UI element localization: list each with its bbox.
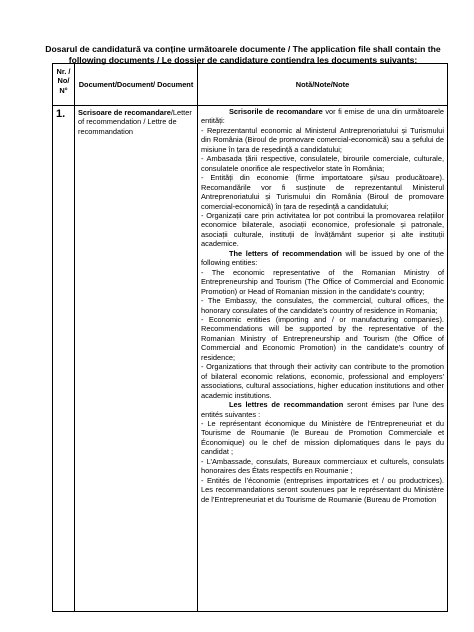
col-nr-header: Nr. / No/ N° (53, 64, 75, 106)
ro-intro-text: vor fi emise de una din următoarele entități: (201, 107, 445, 126)
document-bold: Scrisoare de recomandare (78, 108, 171, 117)
ro-intro (201, 107, 444, 126)
col-document-header: Document/Document/ Document (75, 64, 198, 106)
en-title: The letters of recommendation (229, 248, 342, 258)
page-heading: Dosarul de candidatură va conține următoarele documente / The application file shall contain the following documents / Le dossier de candidature contiendra les documents suivants: (45, 44, 441, 65)
fr-intro (201, 400, 444, 419)
list-item: - Reprezentantul economic al Ministerul Antreprenoriatului și Turismului din România (Biroul de promovare comercial-economică) sau a șefului de misiune în țara de reședință a candidatului; (201, 125, 444, 154)
list-item: - Entități din economie (firme importatoare și/sau producătoare). Recomandările vor fi susținute de reprezentantul Ministerul Antreprenoriatului și Turismului din România (Biroul de promovare comercial-economică) în țara de reședință a candidatului; (201, 173, 444, 211)
documents-table (52, 63, 448, 612)
list-item: - The economic representative of the Romanian Ministry of Entrepreneurship and Tourism (The Office of Commercial and Economic Promotion) or Head of Romanian mission in the candidate’s country; (201, 267, 444, 296)
en-intro (201, 249, 444, 268)
table-row (53, 106, 448, 612)
note-cell (198, 106, 448, 612)
list-item: - Organizations that through their activity can contribute to the promotion of bilateral economic relations, economic, professional and employers' associations, cultural associations, higher education institutions and other academic institutions. (201, 362, 444, 400)
en-intro-text: will be issued by one of the following entities: (201, 248, 445, 268)
fr-intro-text: seront émises par l'une des entités suivantes : (201, 400, 444, 419)
notes-body (198, 106, 447, 611)
col-note-header: Notă/Note/Note (198, 64, 448, 106)
document-cell (75, 106, 198, 612)
list-item: - Economic entities (importing and / or manufacturing companies). Recommendations will be supported by the representative of the Romanian Ministry of Entrepreneurship and Tourism (the Office of Commercial and Economic Promotion) in the candidate’s country of residence; (201, 314, 444, 362)
row-number: 1. (53, 106, 75, 612)
list-item: - The Embassy, the consulates, the commercial, cultural offices, the honorary consulates of the candidate’s country of residence in Romania; (201, 296, 444, 315)
list-item: - L’Ambassade, consulats, Bureaux commerciaux et culturels, consulats honoraires des États respectifs en Roumanie ; (201, 456, 444, 476)
table-header-row (53, 64, 448, 106)
list-item: - Entités de l’économie (entreprises importatrices et / ou productrices). Les recommandations seront soutenues par le représentant du Ministère de l’Entrepreneuriat et du Tourisme de Roumanie (Bureau de Promotion (201, 475, 444, 504)
fr-title: Les lettres de recommandation (229, 400, 344, 410)
document-rest: /Letter of recommendation / Lettre de recommandation (78, 108, 192, 136)
ro-title: Scrisorile de recomandare (229, 107, 323, 116)
list-item: - Organizații care prin activitatea lor pot contribui la promovarea relațiilor economice bilaterale, asociații economice, profesionale și patronale, asociații culturale, instituții de învățământ superior și alte instituții academice. (201, 210, 444, 249)
list-item: - Ambasada țării respective, consulatele, birourile comerciale, culturale, consulatele onorifice ale respectivelor state în România; (201, 154, 444, 173)
list-item: - Le représentant économique du Ministère de l’Entrepreneuriat et du Tourisme de Roumanie (le Bureau de Promotion Commerciale et Économique) ou le chef de mission diplomatiques dans le pays du candidat ; (201, 418, 444, 457)
